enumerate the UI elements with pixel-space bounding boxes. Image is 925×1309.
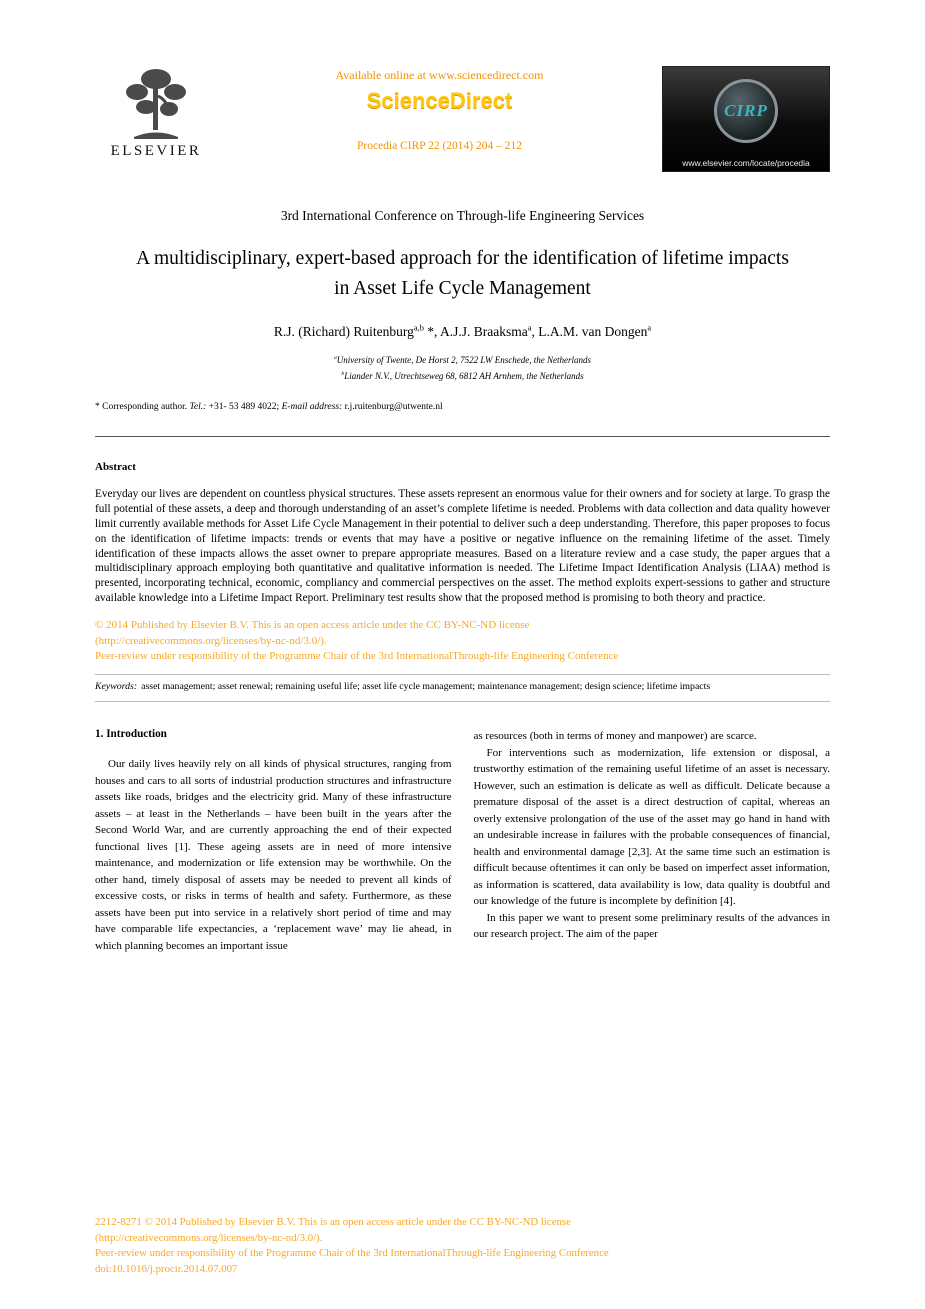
author-2: A.J.J. Braaksma	[440, 324, 528, 340]
footer-license-url-line	[95, 1231, 830, 1247]
elsevier-wordmark: ELSEVIER	[110, 143, 202, 159]
author-1: R.J. (Richard) Ruitenburg	[273, 324, 414, 340]
footer-license-url-link[interactable]: http://creativecommons.org/licenses/by-nc-nd/3.0/	[98, 1231, 317, 1244]
author-3: L.A.M. van Dongen	[538, 324, 648, 340]
paragraph: In this paper we want to present some preliminary results of the advances in our research project. The aim of the paper	[473, 911, 830, 941]
cirp-emblem-icon	[714, 79, 778, 143]
paragraph: Our daily lives heavily rely on all kinds of physical structures, ranging from houses and cars to all sorts of industrial production structures and infrastructure assets like roads, bridges and the electricity grid. Many of these infrastructure assets – at least in the Netherlands – have been built in the years after the Second World War, and are currently approaching the end of their expected functional lives [1]. These ageing assets are in need of more intensive maintenance, and modernization or life extension may be worthwhile. On the other hand, timely disposal of assets may be needed to prevent all kinds of excessive costs, or risks in terms of health and safety. Furthermore, as these assets have been put into service in a relatively short period of time and may have comparable life expectancies, a ‘replacement wave’ may lie ahead, in which planning becomes an important issue	[95, 758, 452, 952]
journal-masthead	[95, 66, 830, 180]
corresponding-star: *,	[423, 324, 441, 340]
tel-number: +31- 53 489 4022;	[206, 401, 282, 412]
paper-title: A multidisciplinary, expert-based approach for the identification of lifetime impacts in Asset Life Cycle Management	[136, 248, 789, 300]
article-body	[95, 728, 830, 954]
cirp-wordmark: CIRP	[724, 101, 768, 120]
affiliation-b-sup: b	[341, 371, 345, 378]
tel-label: Tel.:	[189, 401, 207, 412]
license-block	[95, 618, 830, 665]
paragraph: as resources (both in terms of money and manpower) are scarce.	[473, 730, 757, 743]
corresponding-prefix: * Corresponding author.	[95, 401, 190, 412]
paragraph: For interventions such as modernization, life extension or disposal, a trustworthy estimation of the remaining useful lifetime of an asset is necessary. However, such an estimation is delicate as well as difficult. Delicate because a premature disposal of the asset is a direct destruction of capital, whereas an overly extensive prolongation of the use of the asset may go hand in hand with an undesirable increase in failures with the probable consequences of financial, health and environmental damage [2,3]. At the same time such an estimation is difficult because oftentimes it can only be based on imperfect asset information, as information is scattered, data availability is low, data quality is doubtful and our knowledge of the future is incomplete by definition [4].	[473, 746, 830, 908]
elsevier-tree-icon	[116, 66, 196, 140]
abstract-text: Everyday our lives are dependent on countless physical structures. These assets represent an enormous value for their owners and for society at large. To grasp the full potential of these assets, a deep and thorough understanding of an asset’s complete lifetime is needed. Problems with data collection and data quality however limit currently available methods for Asset Life Cycle Management in their potential to deliver such a deep understanding. Therefore, this paper proposes to focus on the identification of lifetime impacts: trends or events that may have a positive or negative influence on the remaining lifetime of the asset. Timely identification of these impacts allows the asset owner to prepare appropriate measures. Based on a literature review and a case study, the paper argues that a multidisciplinary approach employing both quantitative and qualitative information is needed. The Lifetime Impact Identification Analysis (LIAA) method is presented, incorporating technical, economic, compliancy and commercial perspectives on the asset. The method exploits expert-sessions to gather and structure available knowledge into a Lifetime Impact Report. Preliminary test results show that the proposed method is promising to both theory and practice.	[95, 487, 830, 605]
divider	[95, 436, 830, 437]
affiliation-a-sup: a	[333, 355, 337, 362]
author-1-affil-sup: a,b	[413, 323, 424, 333]
author-separator: ,	[531, 324, 539, 340]
paren-close: ).	[320, 634, 327, 647]
keywords-line	[95, 674, 830, 702]
left-column	[95, 728, 452, 954]
conference-title: 3rd International Conference on Through-life Engineering Services	[280, 208, 645, 223]
paren-close: ).	[316, 1231, 323, 1244]
sciencedirect-logo[interactable]: ScienceDirect	[366, 88, 513, 113]
email-label: E-mail address:	[281, 401, 343, 412]
license-url-link[interactable]: http://creativecommons.org/licenses/by-nc-nd/3.0/	[98, 634, 321, 647]
page-footer	[95, 1215, 830, 1278]
copyright-line: © 2014 Published by Elsevier B.V. This is an open access article under the CC BY-NC-ND license	[95, 619, 530, 632]
author-2-affil-sup: a	[527, 323, 532, 333]
journal-reference: Procedia CIRP 22 (2014) 204 – 212	[356, 140, 523, 152]
cirp-logo-panel	[662, 66, 830, 172]
affiliations	[95, 353, 830, 385]
author-3-affil-sup: a	[647, 323, 652, 333]
masthead-center	[217, 66, 662, 152]
affiliation-a-text: University of Twente, De Horst 2, 7522 LW Enschede, the Netherlands	[336, 355, 591, 366]
affiliation-b	[95, 369, 830, 385]
abstract-heading: Abstract	[95, 460, 136, 473]
right-column	[474, 728, 831, 954]
email-link[interactable]: r.j.ruitenburg@utwente.nl	[342, 401, 443, 412]
issn-copyright-line: 2212-8271 © 2014 Published by Elsevier B.V. This is an open access article under the CC BY-NC-ND license	[95, 1216, 571, 1228]
corresponding-author-note	[95, 402, 830, 412]
peer-review-line: Peer-review under responsibility of the Programme Chair of the 3rd InternationalThrough-life Engineering Conference	[95, 650, 619, 663]
license-url-line	[95, 634, 830, 650]
footer-peer-review-line: Peer-review under responsibility of the Programme Chair of the 3rd InternationalThrough-life Engineering Conference	[95, 1247, 609, 1260]
keywords-text: asset management; asset renewal; remaining useful life; asset life cycle management; maintenance management; design science; lifetime impacts	[141, 681, 711, 693]
journal-homepage-link[interactable]: www.elsevier.com/locate/procedia	[682, 158, 810, 168]
available-online-link[interactable]: Available online at www.sciencedirect.com	[335, 68, 544, 82]
section-heading-introduction: 1. Introduction	[95, 728, 167, 741]
affiliation-a	[95, 353, 830, 369]
paren-open: (	[95, 634, 99, 647]
paren-open: (	[95, 1231, 99, 1244]
keywords-label: Keywords:	[95, 681, 138, 693]
elsevier-logo[interactable]	[95, 66, 217, 160]
doi-link[interactable]: doi:10.1016/j.procir.2014.07.007	[95, 1262, 238, 1275]
authors-line	[95, 324, 830, 340]
affiliation-b-text: Liander N.V., Utrechtseweg 68, 6812 AH Arnhem, the Netherlands	[344, 371, 584, 382]
